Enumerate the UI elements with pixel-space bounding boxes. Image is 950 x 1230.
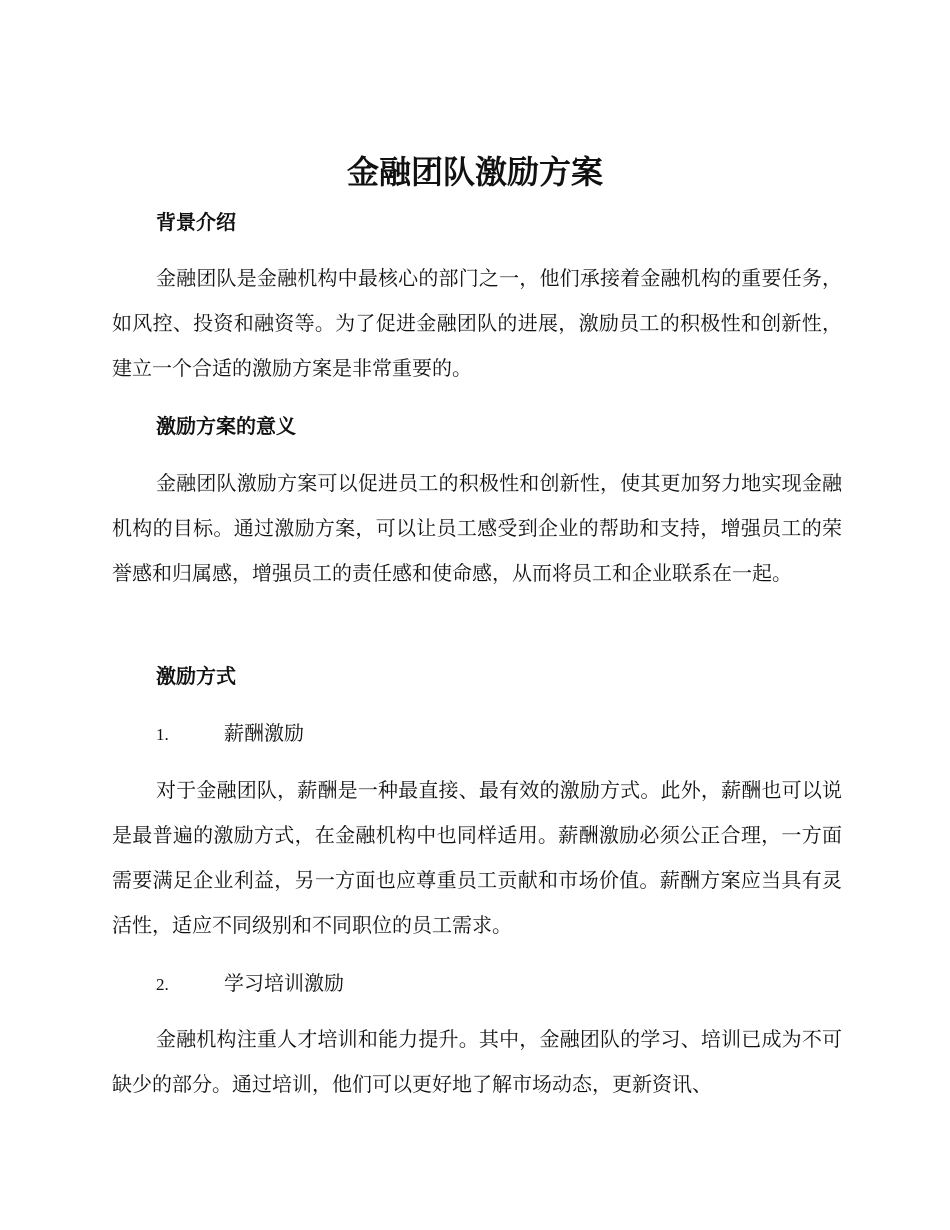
list-item-number: 1. xyxy=(156,725,169,744)
list-item-label: 学习培训激励 xyxy=(224,971,344,995)
list-item-label: 薪酬激励 xyxy=(224,721,304,745)
paragraph-significance: 金融团队激励方案可以促进员工的积极性和创新性，使其更加努力地实现金融机构的目标。通过激励方案，可以让员工感受到企业的帮助和支持，增强员工的荣誉感和归属感，增强员工的责任感和使命感，从而将员工和企业联系在一起。 xyxy=(112,471,842,585)
section-heading-significance: 激励方案的意义 xyxy=(156,414,296,438)
list-item-salary xyxy=(156,719,304,749)
document-title: 金融团队激励方案 xyxy=(346,153,603,191)
list-item-number: 2. xyxy=(156,975,169,994)
paragraph-background: 金融团队是金融机构中最核心的部门之一，他们承接着金融机构的重要任务，如风控、投资和融资等。为了促进金融团队的进展，激励员工的积极性和创新性，建立一个合适的激励方案是非常重要的。 xyxy=(112,266,842,380)
list-item-training xyxy=(156,969,344,999)
paragraph-training: 金融机构注重人才培训和能力提升。其中，金融团队的学习、培训已成为不可缺少的部分。通过培训，他们可以更好地了解市场动态，更新资讯、 xyxy=(112,1027,842,1096)
section-heading-background: 背景介绍 xyxy=(156,210,236,234)
section-heading-methods: 激励方式 xyxy=(156,664,236,688)
paragraph-salary: 对于金融团队，薪酬是一种最直接、最有效的激励方式。此外，薪酬也可以说是最普遍的激励方式，在金融机构中也同样适用。薪酬激励必须公正合理，一方面需要满足企业利益，另一方面也应尊重员工贡献和市场价值。薪酬方案应当具有灵活性，适应不同级别和不同职位的员工需求。 xyxy=(112,778,842,937)
